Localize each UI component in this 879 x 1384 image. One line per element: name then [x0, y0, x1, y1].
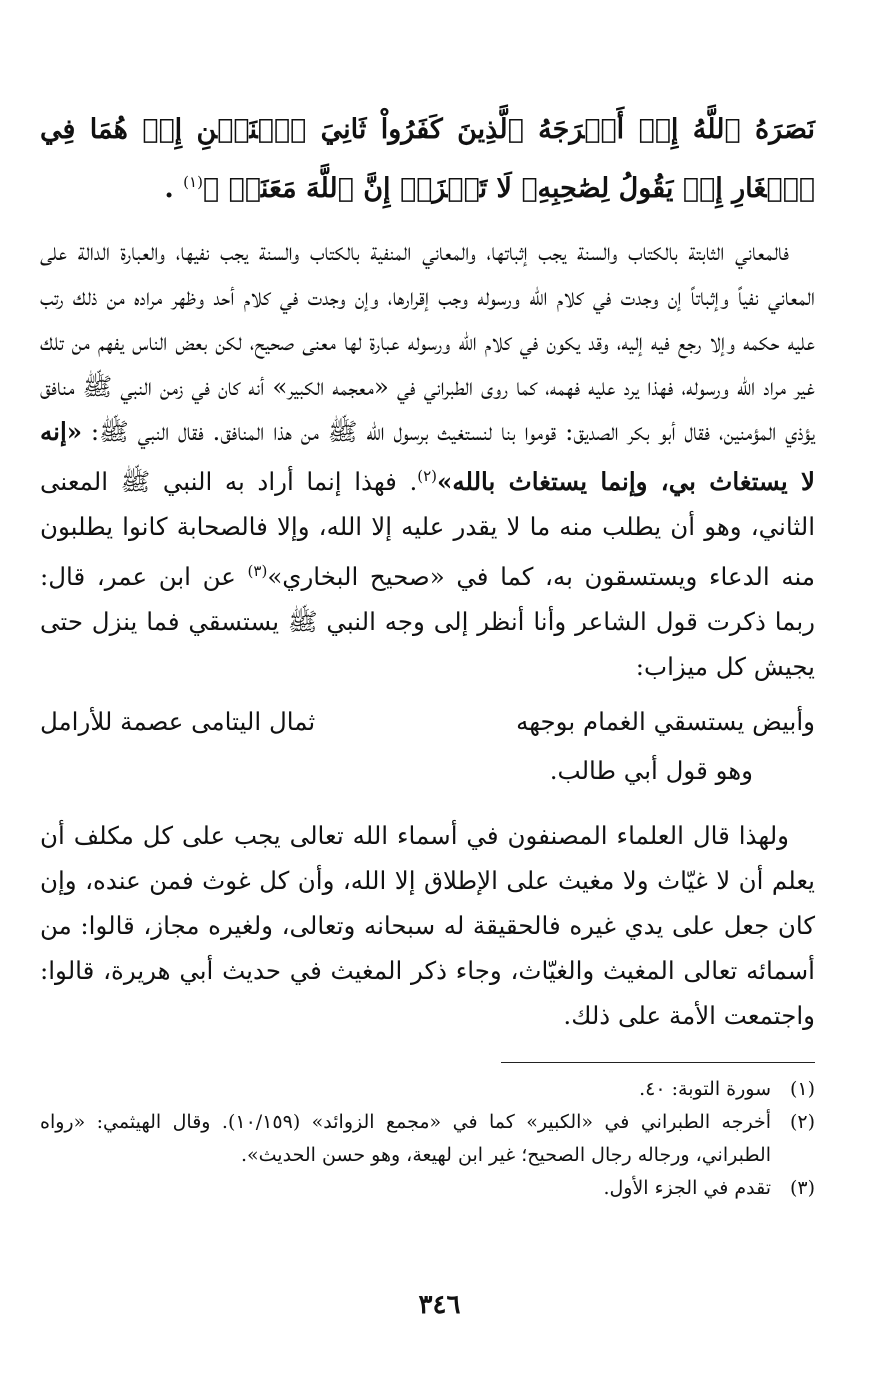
- footnote-divider: [501, 1062, 815, 1063]
- verse-second-hemistich: ثمال اليتامى عصمة للأرامل: [40, 707, 316, 737]
- footnotes: [40, 1073, 815, 1205]
- footnote-number: (٣): [789, 1177, 815, 1200]
- verse-attribution: وهو قول أبي طالب.: [549, 756, 753, 786]
- poetry-verse: [40, 697, 815, 747]
- paragraph-scholars: ولهذا قال العلماء المصنفون في أسماء الله تعالى يجب على كل مكلف أن يعلم أن لا غيّاث ولا مغيث على الإطلاق إلا الله، وأن كل غوث فمن عنده، وإن كان جعل على يدي غيره فالحقيقة له سبحانه وتعالى، ولغيره مجاز، قالوا: من أسمائه تعالى المغيث والغيّاث، وجاء ذكر المغيث في حديث أبي هريرة، قالوا: واجتمعت الأمة على ذلك.: [40, 821, 815, 1031]
- footnote-ref-2[interactable]: (٢): [417, 467, 438, 485]
- page-number: ٣٤٦: [418, 1290, 461, 1320]
- footnote-2: [40, 1106, 815, 1172]
- paragraph-text-2: . فهذا إنما أراد به النبي ﷺ المعنى الثاني، وهو أن يطلب منه ما لا يقدر عليه إلا الله، وإلا فالصحابة كانوا يطلبون منه الدعاء ويستسقون به، كما في «صحيح البخاري»: [40, 467, 815, 592]
- paragraph-text-1: فالمعاني الثابتة بالكتاب والسنة يجب إثباتها، والمعاني المنفية بالكتاب والسنة يجب نفيها، والعبارة الدالة على المعاني نفياً وإثباتاً إن وجدت في كلام الله ورسوله وجب إقرارها، وإن وجدت في كلام أحد وظهر مراده من ذلك رتب عليه حكمه وإلا رجع فيه إليه، وقد يكون في كلام الله ورسوله عبارة لها معنى صحيح، لكن بعض الناس يفهم من تلك غير مراد الله ورسوله، فهذا يرد عليه فهمه، كما روى الطبراني في «معجمه الكبير» أنه كان في زمن النبي ﷺ منافق يؤذي المؤمنين، فقال أبو بكر الصديق: قوموا بنا لنستغيث برسول الله ﷺ من هذا المنافق. فقال النبي ﷺ:: [40, 237, 815, 446]
- verse-first-hemistich: وأبيض يستسقي الغمام بوجهه: [516, 707, 815, 737]
- footnote-1: [40, 1073, 815, 1106]
- footnote-number: (١): [789, 1078, 815, 1101]
- hadith-quote: «إنه لا يستغاث بي، وإنما يستغاث بالله»: [40, 417, 815, 497]
- quran-verse: [40, 104, 815, 215]
- footnote-number: (٢): [789, 1111, 815, 1134]
- footnote-ref-1[interactable]: (١): [183, 173, 203, 191]
- quran-text: نَصَرَهُ ٱللَّهُ إِذۡ أَخۡرَجَهُ ٱلَّذِينَ كَفَرُواْ ثَانِيَ ٱثۡنَيۡنِ إِذۡ هُمَا فِي ٱلۡغَارِ إِذۡ يَقُولُ لِصَٰحِبِهِۦ لَا تَحۡزَنۡ إِنَّ ٱللَّهَ مَعَنَاۖ ﴾: [40, 114, 815, 204]
- footnote-text: تقدم في الجزء الأول.: [603, 1177, 771, 1200]
- paragraph-text-3: عن ابن عمر، قال: ربما ذكرت قول الشاعر وأنا أنظر إلى وجه النبي ﷺ يستسقي فما ينزل حتى يجيش كل ميزاب:: [40, 562, 815, 682]
- footnote-ref-3[interactable]: (٣): [247, 562, 268, 581]
- footnote-3: [40, 1172, 815, 1205]
- paragraph-meanings: [40, 229, 815, 689]
- footnote-text: أخرجه الطبراني في «الكبير» كما في «مجمع الزوائد» (١٠/١٥٩). وقال الهيثمي: «رواه الطبراني، ورجاله رجال الصحيح؛ غير ابن لهيعة، وهو حسن الحديث».: [40, 1111, 771, 1167]
- quran-end: .: [164, 173, 184, 204]
- footnote-text: سورة التوبة: ٤٠.: [639, 1078, 771, 1101]
